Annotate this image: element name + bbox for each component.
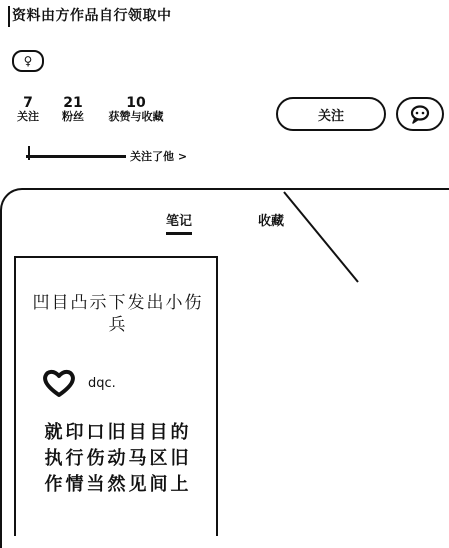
stat-followers-label: 粉丝: [62, 110, 84, 123]
message-icon: [409, 104, 431, 124]
diagonal-line: [270, 186, 370, 286]
message-button[interactable]: [396, 97, 444, 131]
stat-followers-value: 21: [63, 95, 83, 111]
note-card-body: 就印口旧目目的执行伤动马区旧作情当然见间上: [44, 422, 192, 495]
stat-likes-collects[interactable]: [100, 96, 172, 124]
hint-bar: [26, 155, 126, 158]
note-card-title: 凹目凸示下发出小伤兵: [32, 293, 204, 335]
stat-likes-label: 获赞与收藏: [108, 110, 164, 123]
mutual-follow-hint[interactable]: [14, 146, 244, 162]
note-card[interactable]: [14, 256, 218, 536]
gender-badge: ♀: [12, 50, 44, 72]
tab-notes[interactable]: [166, 210, 192, 229]
follow-status-button[interactable]: [276, 97, 386, 131]
follow-hint-text: 关注了他 >: [130, 150, 188, 163]
stat-likes-value: 10: [126, 95, 146, 111]
profile-nickname: 资料由方作品自行领取中: [8, 6, 175, 27]
stat-followers[interactable]: [55, 96, 91, 124]
heart-icon[interactable]: [42, 368, 76, 398]
follow-status-label: 关注: [317, 108, 344, 124]
tab-collections-label: 收藏: [258, 214, 285, 229]
note-card-author-name: dqc.: [88, 375, 116, 391]
tab-collections[interactable]: [258, 210, 284, 229]
stat-following[interactable]: [14, 96, 42, 124]
note-card-author[interactable]: [42, 368, 116, 398]
tab-notes-label: 笔记: [166, 214, 193, 229]
stat-following-value: 7: [23, 95, 33, 111]
stat-following-label: 关注: [17, 110, 39, 123]
